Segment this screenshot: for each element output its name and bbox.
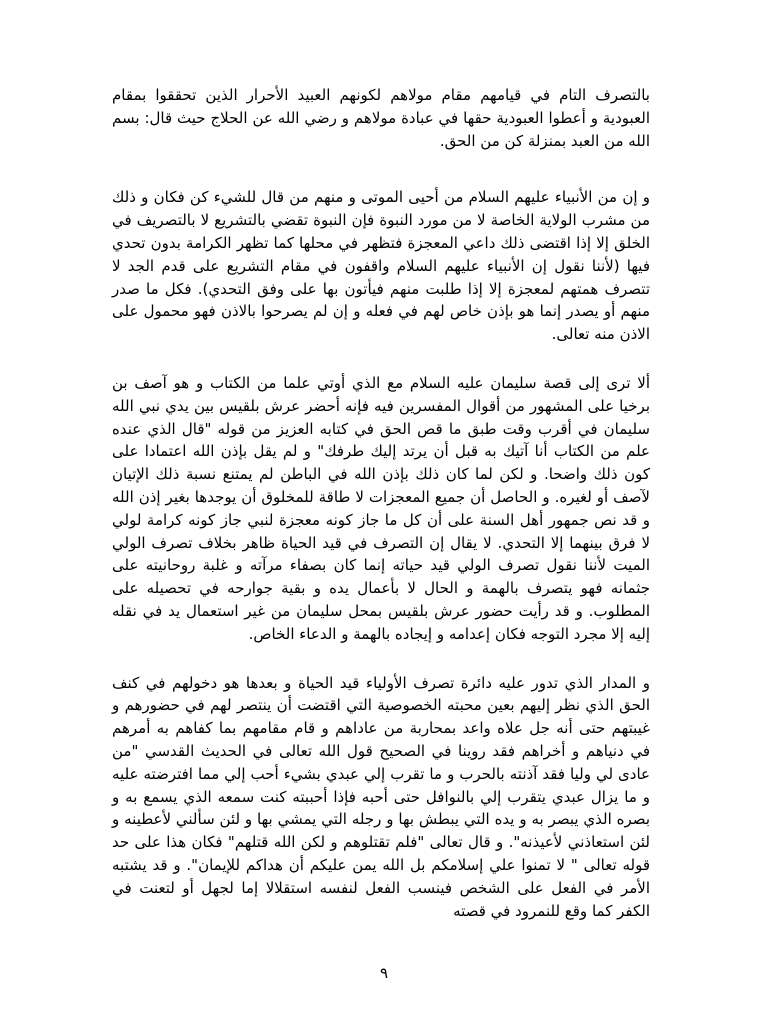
paragraph-2: و إن من الأنبياء عليهم السلام من أحيى الموتى و منهم من قال للشيء كن فكان و ذلك من مشرب الولاية الخاصة لا من مورد النبوة فإن النبوة تقضي بالتشريع لا بالتصريف في الخلق إلا إذا اقتضى ذلك داعي المعجزة فتظهر في محلها كما تظهر الكرامة بدون تحدي فيها (لأننا نقول إن الأنبياء عليهم السلام واقفون في مقام التشريع على قدم الجد لا تتصرف همتهم لمعجزة إلا إذا طلبت منهم فيأتون بها على وفق التحدي). فكل ما صدر منهم أو يصدر إنما هو بإذن خاص لهم في فعله و إن لم يصرحوا بالاذن فهو محمول على الاذن منه تعالى.: [112, 188, 650, 344]
paragraph-3: ألا ترى إلى قصة سليمان عليه السلام مع الذي أوتي علما من الكتاب و هو آصف بن برخيا على المشهور من أقوال المفسرين فيه فإنه أحضر عرش بلقيس بين يدي نبي الله سليمان في أقرب وقت طبق ما قص الحق في كتابه العزيز من قوله "قال الذي عنده علم من الكتاب أنا آتيك به قبل أن يرتد إليك طرفك" و لم يقل بإذن الله اعتمادا على كون ذلك واضحا. و لكن لما كان ذلك بإذن الله في الباطن لم يمتنع نسبة ذلك الإتيان لآصف أو لغيره. و الحاصل أن جميع المعجزات لا طاقة للمخلوق أن يوجدها بغير إذن الله و قد نص جمهور أهل السنة على أن كل ما جاز كونه معجزة لنبي جاز كونه كرامة لولي لا فرق بينهما إلا التحدي. لا يقال إن التصرف في قيد الحياة ظاهر بخلاف تصرف الولي الميت لأننا نقول تصرف الولي قيد حياته إنما كان بصفاء مرآته و غلبة روحانيته على جثمانه فهو يتصرف بالهمة و الحال لا بأعمال يده و بقية جوارحه في تحصيله على المطلوب. و قد رأيت حضور عرش بلقيس بمحل سليمان من غير استعمال يد في نقله إليه إلا مجرد التوجه فكان إعدامه و إيجاده بالهمة و الدعاء الخاص.: [112, 373, 650, 643]
paragraph-4: و المدار الذي تدور عليه دائرة تصرف الأولياء قيد الحياة و بعدها هو دخولهم في كنف الحق الذي نظر إليهم بعين محبته الخصوصية التي اقتضت أن ينتصر لهم في حضورهم و غيبتهم حتى أنه جل علاه واعد بمحاربة من عاداهم و قام مقامهم بما كفاهم به أمرهم في دنياهم و أخراهم فقد روينا في الصحيح قول الله تعالى في الحديث القدسي "من عادى لي وليا فقد آذنته بالحرب و ما تقرب إلي عبدي بشيء أحب إلي مما افترضته عليه و ما يزال عبدي يتقرب إلي بالنوافل حتى أحبه فإذا أحببته كنت سمعه الذي يسمع به و بصره الذي يبصر به و يده التي يبطش بها و رجله التي يمشي بها و لئن سألني لأعطينه و لئن استعاذني لأعيذنه". و قال تعالى "فلم تقتلوهم و لكن الله قتلهم" فكان هذا على حد قوله تعالى " لا تمنوا علي إسلامكم بل الله يمن عليكم أن هداكم للإيمان". و قد يشتبه الأمر في الفعل على الشخص فينسب الفعل لنفسه استقلالا إما لجهل أو لتعنت في الكفر كما وقع للنمرود في قصته: [112, 673, 650, 920]
paragraph-1: بالتصرف التام في قيامهم مقام مولاهم لكونهم العبيد الأحرار الذين تحققوا بمقام العبودية و أعطوا العبودية حقها في عبادة مولاهم و رضي الله عن الحلاج حيث قال: بسم الله من العبد بمنزلة كن من الحق.: [112, 86, 650, 150]
document-page: [112, 84, 650, 948]
page-number: ٩: [379, 964, 389, 982]
